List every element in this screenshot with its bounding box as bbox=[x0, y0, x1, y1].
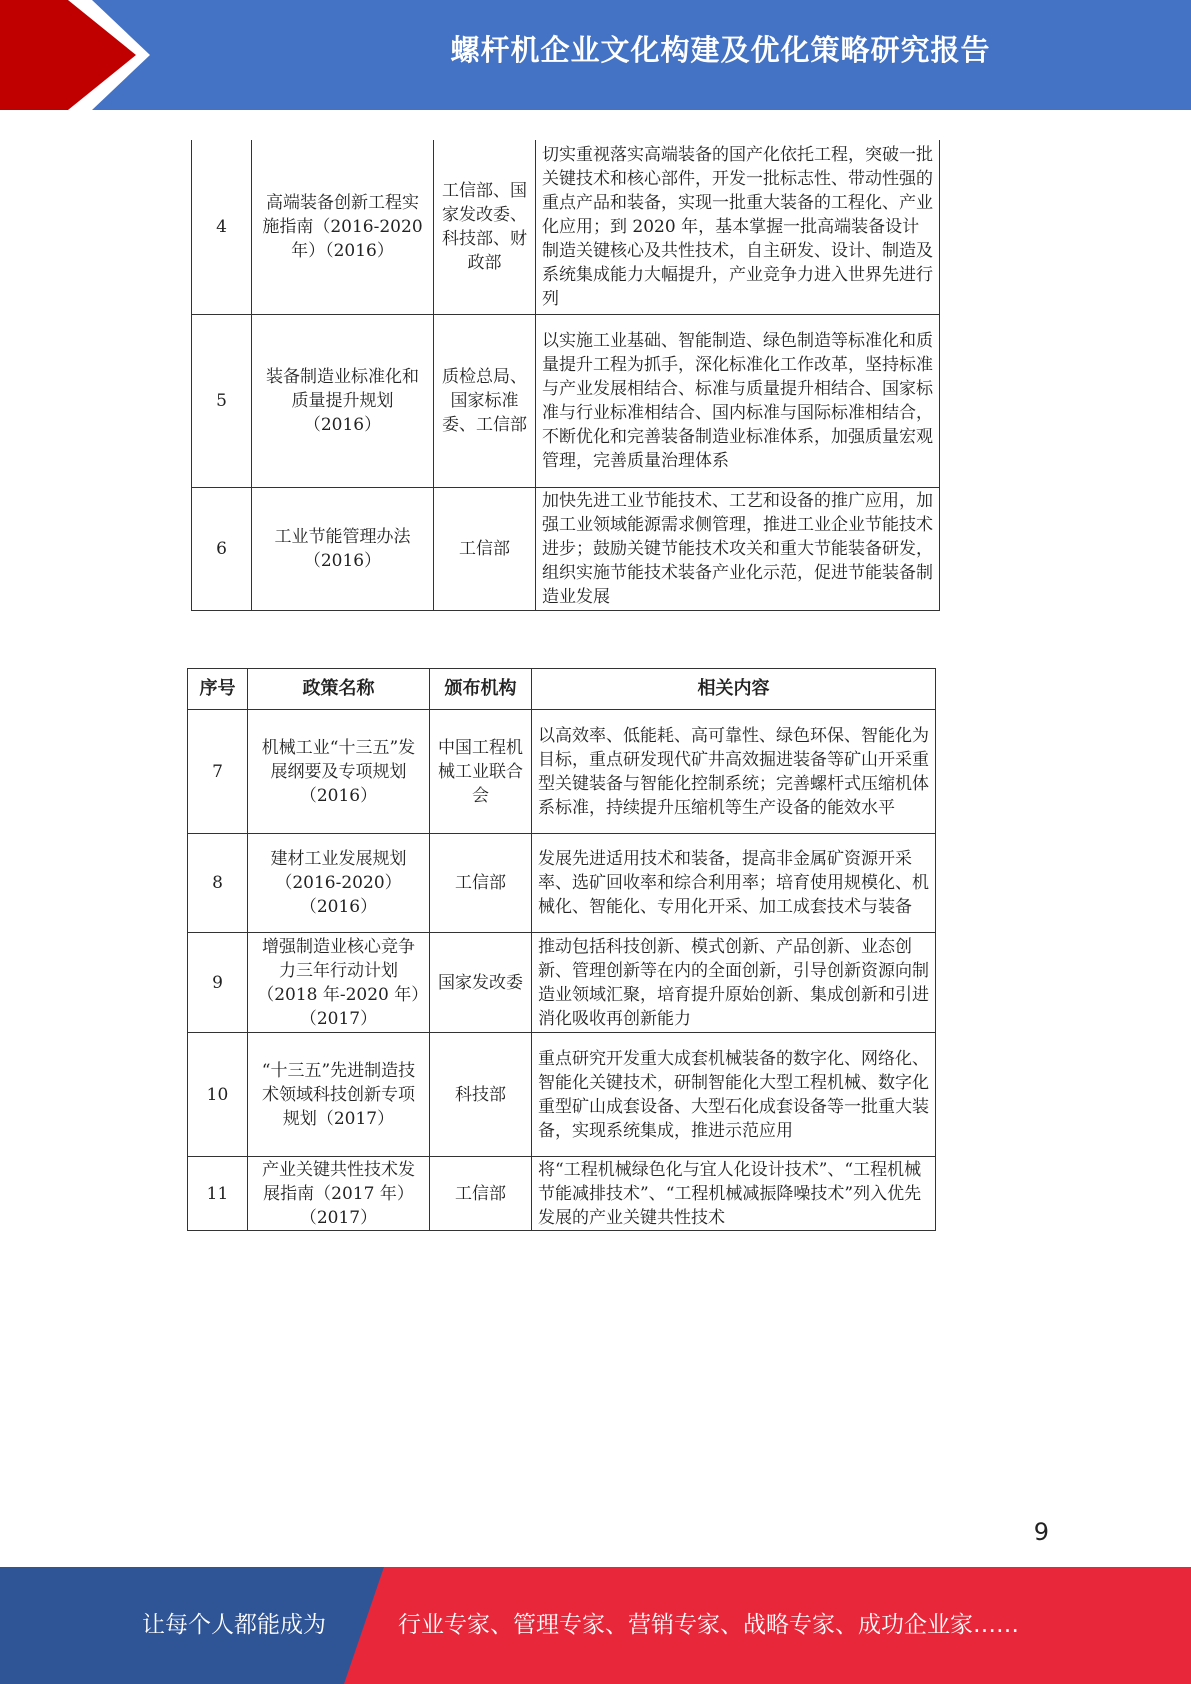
policy-name-cell: 高端装备创新工程实施指南（2016-2020 年）（2016） bbox=[252, 140, 434, 314]
policy-content-cell: 以实施工业基础、智能制造、绿色制造等标准化和质量提升工程为抓手，深化标准化工作改革，坚持标准与产业发展相结合、标准与质量提升相结合、国家标准与行业标准相结合、国内标准与国际标准相结合，不断优化和完善装备制造业标准体系，加强质量宏观管理，完善质量治理体系 bbox=[536, 314, 940, 487]
table-row bbox=[188, 1157, 936, 1231]
policy-name-cell: 增强制造业核心竞争力三年行动计划（2018 年-2020 年）（2017） bbox=[248, 933, 430, 1033]
row-number-cell: 8 bbox=[188, 834, 248, 933]
issuing-agency-cell: 科技部 bbox=[430, 1033, 532, 1157]
policy-content-cell: 将“工程机械绿色化与宜人化设计技术”、“工程机械节能减排技术”、“工程机械减振降噪技术”列入优先发展的产业关键共性技术 bbox=[532, 1157, 936, 1231]
row-number-cell: 11 bbox=[188, 1157, 248, 1231]
policy-table-continued bbox=[191, 140, 940, 611]
issuing-agency-cell: 国家发改委 bbox=[430, 933, 532, 1033]
row-number-cell: 7 bbox=[188, 710, 248, 834]
issuing-agency-cell: 工信部、国家发改委、科技部、财政部 bbox=[434, 140, 536, 314]
policy-content-cell: 加快先进工业节能技术、工艺和设备的推广应用，加强工业领域能源需求侧管理，推进工业企业节能技术进步；鼓励关键节能技术攻关和重大节能装备研发，组织实施节能技术装备产业化示范，促进节能装备制造业发展 bbox=[536, 487, 940, 610]
row-number-cell: 4 bbox=[192, 140, 252, 314]
policy-content-cell: 重点研究开发重大成套机械装备的数字化、网络化、智能化关键技术，研制智能化大型工程机械、数字化重型矿山成套设备、大型石化成套设备等一批重大装备，实现系统集成，推进示范应用 bbox=[532, 1033, 936, 1157]
row-number-cell: 9 bbox=[188, 933, 248, 1033]
column-header-content: 相关内容 bbox=[532, 669, 936, 710]
policy-name-cell: “十三五”先进制造技术领域科技创新专项规划（2017） bbox=[248, 1033, 430, 1157]
header-red-arrow bbox=[0, 0, 148, 110]
issuing-agency-cell: 工信部 bbox=[430, 1157, 532, 1231]
policy-content-cell: 推动包括科技创新、模式创新、产品创新、业态创新、管理创新等在内的全面创新，引导创新资源向制造业领域汇聚，培育提升原始创新、集成创新和引进消化吸收再创新能力 bbox=[532, 933, 936, 1033]
policy-name-cell: 机械工业“十三五”发展纲要及专项规划（2016） bbox=[248, 710, 430, 834]
policy-name-cell: 建材工业发展规划（2016-2020）（2016） bbox=[248, 834, 430, 933]
page-number: 9 bbox=[1033, 1518, 1049, 1546]
table-row bbox=[192, 140, 940, 314]
row-number-cell: 5 bbox=[192, 314, 252, 487]
issuing-agency-cell: 工信部 bbox=[434, 487, 536, 610]
policy-content-cell: 以高效率、低能耗、高可靠性、绿色环保、智能化为目标，重点研发现代矿井高效掘进装备等矿山开采重型关键装备与智能化控制系统；完善螺杆式压缩机体系标准，持续提升压缩机等生产设备的能效水平 bbox=[532, 710, 936, 834]
table-header-row bbox=[188, 669, 936, 710]
policy-content-cell: 发展先进适用技术和装备，提高非金属矿资源开采率、选矿回收率和综合利用率；培育使用规模化、机械化、智能化、专用化开采、加工成套技术与装备 bbox=[532, 834, 936, 933]
column-header-policy-name: 政策名称 bbox=[248, 669, 430, 710]
issuing-agency-cell: 中国工程机械工业联合会 bbox=[430, 710, 532, 834]
policy-name-cell: 工业节能管理办法（2016） bbox=[252, 487, 434, 610]
policy-content-cell: 切实重视落实高端装备的国产化依托工程，突破一批关键技术和核心部件，开发一批标志性、带动性强的重点产品和装备，实现一批重大装备的工程化、产业化应用；到 2020 年，基本掌握一批高端装备设计制造关键核心及共性技术，自主研发、设计、制造及系统集成能力大幅提升，产业竞争力进入世界先进行列 bbox=[536, 140, 940, 314]
document-title: 螺杆机企业文化构建及优化策略研究报告 bbox=[450, 33, 991, 67]
table-row bbox=[192, 487, 940, 610]
table-row bbox=[188, 834, 936, 933]
row-number-cell: 6 bbox=[192, 487, 252, 610]
table-row bbox=[192, 314, 940, 487]
table-row bbox=[188, 933, 936, 1033]
page-header bbox=[0, 0, 1191, 110]
table-row bbox=[188, 1033, 936, 1157]
policy-table bbox=[187, 668, 936, 1231]
page-footer bbox=[0, 1567, 1191, 1684]
footer-slogan-left: 让每个人都能成为 bbox=[142, 1612, 326, 1638]
table-row bbox=[188, 710, 936, 834]
policy-name-cell: 装备制造业标准化和质量提升规划（2016） bbox=[252, 314, 434, 487]
issuing-agency-cell: 工信部 bbox=[430, 834, 532, 933]
column-header-issuing-agency: 颁布机构 bbox=[430, 669, 532, 710]
policy-name-cell: 产业关键共性技术发展指南（2017 年）（2017） bbox=[248, 1157, 430, 1231]
row-number-cell: 10 bbox=[188, 1033, 248, 1157]
issuing-agency-cell: 质检总局、国家标准委、工信部 bbox=[434, 314, 536, 487]
footer-slogan-right: 行业专家、管理专家、营销专家、战略专家、成功企业家…… bbox=[398, 1612, 1019, 1638]
column-header-number: 序号 bbox=[188, 669, 248, 710]
